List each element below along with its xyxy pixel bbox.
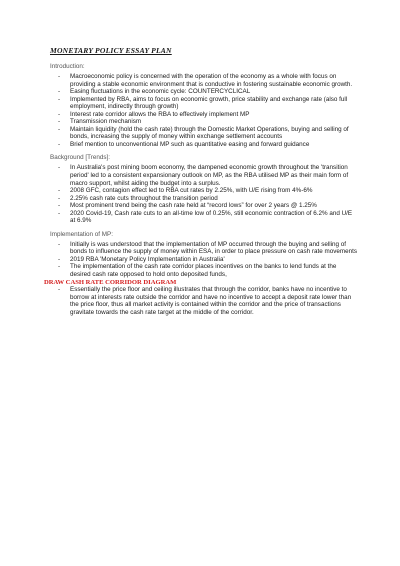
list-item [54,202,358,210]
bullet-dash: - [58,209,61,217]
bullet-dash: - [58,202,61,210]
list-item [54,141,358,149]
bullet-dash: - [58,286,61,294]
bullet-dash: - [58,110,61,118]
list-item [54,118,358,126]
list-item [54,126,358,141]
section-background [42,154,358,224]
list-item-text: Transmission mechanism [70,118,142,126]
list-item-text: Brief mention to unconventional MP such as quantitative easing and forward guidance [70,140,310,148]
bullet-dash: - [58,164,61,172]
section-implementation [42,231,358,317]
list-item-text: Maintain liquidity (hold the cash rate) through the Domestic Market Operations, buying and selling of bonds, increasing the supply of money within exchange settlement accounts [70,125,349,141]
section-heading: Background [Trends]: [50,154,110,162]
list-item-text: Easing fluctuations in the economic cycle: COUNTERCYCLICAL [70,88,251,96]
list-item [54,286,358,316]
list-item [54,210,358,225]
list-item [54,88,358,96]
bullet-list [42,241,358,279]
list-item [54,111,358,119]
bullet-dash: - [58,263,61,271]
section-introduction [42,63,358,148]
list-item [54,164,358,187]
bullet-list [42,164,358,224]
list-item-text: Macroeconomic policy is concerned with the operation of the economy as a whole with focus on providing a stable economic environment that is conductive in fostering sustainable economic growth. [70,73,353,88]
list-item-text: 2019 RBA 'Monetary Policy Implementation in Australia' [70,255,225,263]
bullet-dash: - [58,187,61,195]
bullet-dash: - [58,255,61,263]
bullet-dash: - [58,88,61,96]
bullet-dash: - [58,240,61,248]
bullet-dash: - [58,140,61,148]
bullet-dash: - [58,194,61,202]
diagram-instruction: DRAW CASH RATE CORRIDOR DIAGRAM [44,278,177,286]
bullet-dash: - [58,125,61,133]
bullet-dash: - [58,95,61,103]
list-item-text: Essentially the price floor and ceiling illustrates that through the corridor, banks have no incentive to borrow at interests rate outside the corridor and have no incentive to accept a deposit rate lower than the price floor, thus all market activity is contained within the corridor and the price of transactions gravitate towards the cash rate target at the middle of the corridor. [70,286,352,316]
list-item-text: Interest rate corridor allows the RBA to effectively implement MP [70,110,250,118]
list-item-text: 2.25% cash rate cuts throughout the transition period [70,194,218,202]
list-item-text: In Australia's post mining boom economy, the dampened economic growth throughout the 'transition period' led to a consistent expansionary outlook on MP, as the RBA utilised MP as their main form of macro support, whilst aiding the budget into a surplus. [70,164,349,187]
list-item [54,195,358,203]
list-item [54,187,358,195]
document-title: MONETARY POLICY ESSAY PLAN [50,46,172,55]
list-item-text: The implementation of the cash rate corridor places incentives on the banks to lend funds at the desired cash rate opposed to hold onto deposited funds, [70,263,337,279]
list-item-text: Initially is was understood that the implementation of MP occurred through the buying and selling of bonds to influence the supply of money within ESA, in order to place pressure on cash rate movements [70,240,358,256]
list-item-text: Most prominent trend being the cash rate held at “record lows” for over 2 years @ 1.25% [70,202,317,210]
list-item-text: 2020 Covid-19, Cash rate cuts to an all-time low of 0.25%, still economic contraction of 6.2% and U/E at 6.9% [70,209,353,225]
bullet-dash: - [58,118,61,126]
list-item [54,256,358,264]
list-item-text: 2008 GFC, contagion effect led to RBA cut rates by 2.25%, with U/E rising from 4%-6% [70,187,313,195]
bullet-list [42,73,358,148]
list-item [54,73,358,88]
list-item [54,263,358,278]
bullet-list [42,286,358,316]
list-item [54,96,358,111]
section-heading: Implementation of MP: [50,230,113,238]
list-item [54,241,358,256]
section-heading: Introduction: [50,63,85,70]
bullet-dash: - [58,73,61,80]
list-item-text: Implemented by RBA, aims to focus on economic growth, price stability and exchange rate (also full employment, indirectly through growth) [70,95,348,111]
